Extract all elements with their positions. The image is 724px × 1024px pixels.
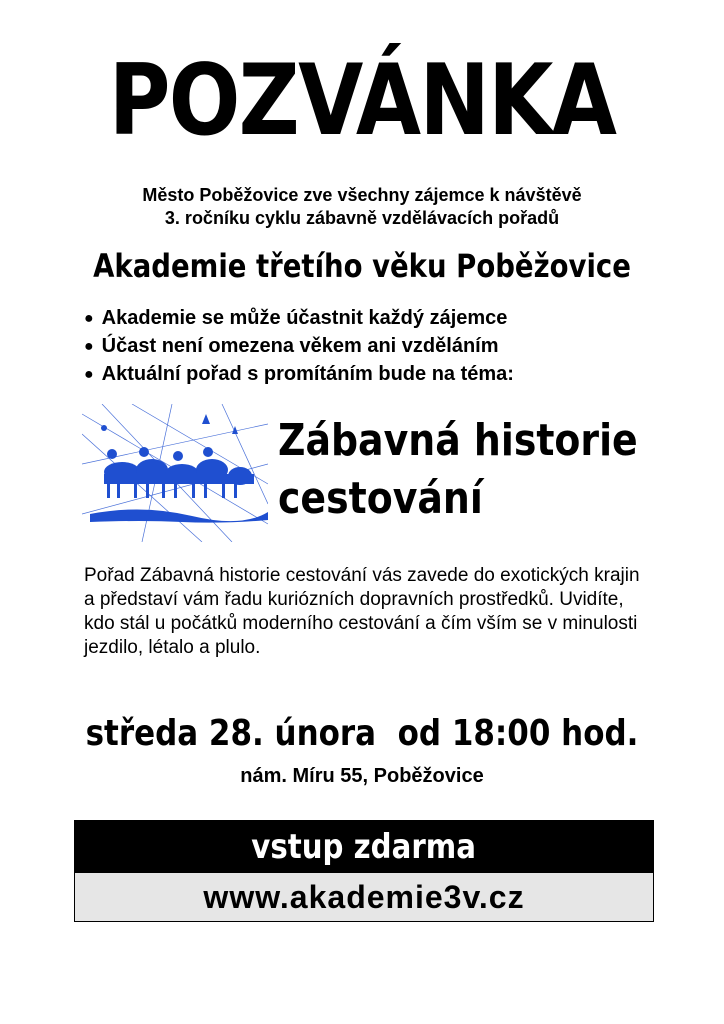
topic-title (278, 412, 638, 528)
bullet-item: ● Akademie se může účastnit každý zájemce (84, 305, 514, 333)
page-title: POZVÁNKA (108, 44, 616, 158)
intro-line-1: Město Poběžovice zve všechny zájemce k návštěvě (142, 185, 582, 205)
free-entry-banner (75, 821, 653, 873)
footer-box (74, 820, 654, 922)
historical-map-illustration (82, 404, 268, 542)
website-link[interactable]: www.akademie3v.cz (75, 873, 653, 921)
bullet-item: ● Aktuální pořad s promítáním bude na téma: (84, 361, 514, 389)
topic-line-2: cestování (278, 473, 483, 524)
free-entry-label: vstup zdarma (251, 827, 477, 867)
intro-text (0, 184, 724, 230)
info-bullet-list (84, 305, 514, 389)
event-place: nám. Míru 55, Poběžovice (240, 765, 484, 787)
topic-line-1: Zábavná historie (278, 415, 638, 466)
event-description: Pořad Zábavná historie cestování vás zavede do exotických krajin a představí vám řadu kuriózních dopravních prostředků. Uvidíte, kdo stál u počátků moderního cestování a čím vším se v minulosti jezdilo, létalo a plulo. (84, 565, 640, 658)
academy-name: Akademie třetího věku Poběžovice (93, 247, 631, 285)
bullet-item: ● Účast není omezena věkem ani vzděláním (84, 333, 514, 361)
intro-line-2: 3. ročníku cyklu zábavně vzdělávacích pořadů (164, 208, 560, 228)
event-date: středa 28. února od 18:00 hod. (85, 713, 639, 754)
